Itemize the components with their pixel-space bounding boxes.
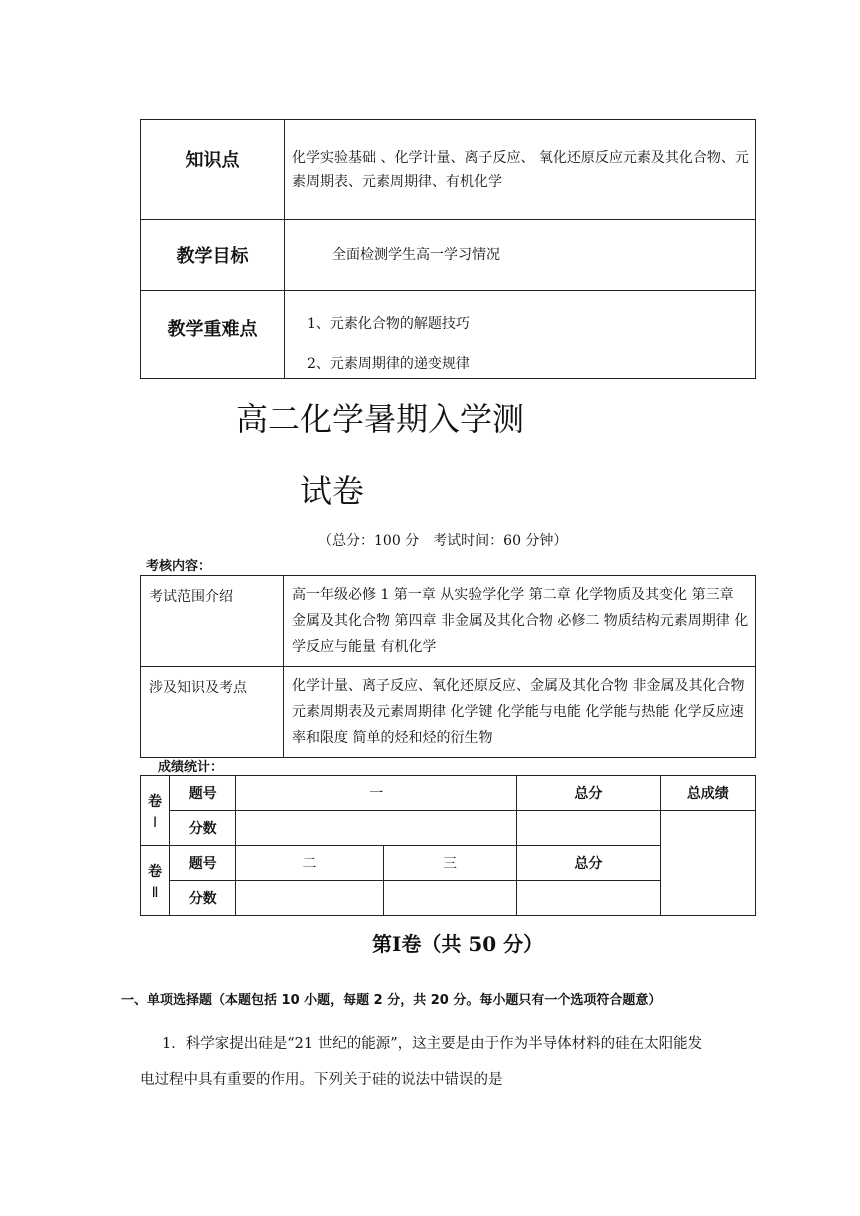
vol2-section-two: 二 <box>236 846 383 881</box>
vol1-score-label: 分数 <box>170 811 236 846</box>
scope-row-knowledge <box>141 667 756 758</box>
vol2-subtotal-label: 总分 <box>517 846 660 881</box>
grand-total-cell[interactable] <box>660 811 755 916</box>
vol2-question-no-label: 题号 <box>170 846 236 881</box>
vol1-label: 卷 Ⅰ <box>141 776 170 846</box>
score-table <box>140 775 756 916</box>
info-label-goal: 教学目标 <box>141 220 285 291</box>
vol1-section-one: 一 <box>236 776 517 811</box>
scope-value-knowledge: 化学计量、离子反应、氧化还原反应、金属及其化合物 非金属及其化合物 元素周期表及元素周期律 化学键 化学能与电能 化学能与热能 化学反应速率和限度 简单的烃和烃的衍生物 <box>284 667 756 758</box>
info-value-knowledge: 化学实验基础 、化学计量、离子反应、 氧化还原反应元素及其化合物、元素周期表、元素周期律、有机化学 <box>285 120 756 220</box>
score-row <box>141 811 756 846</box>
vol1-subtotal-cell[interactable] <box>517 811 660 846</box>
info-row-knowledge <box>141 120 756 220</box>
question-1-line2: 电过程中具有重要的作用。下列关于硅的说法中错误的是 <box>140 1072 503 1088</box>
grand-total-label: 总成绩 <box>660 776 755 811</box>
exam-meta: （总分：100 分 考试时间：60 分钟） <box>318 533 568 549</box>
vol1-subtotal-label: 总分 <box>517 776 660 811</box>
scope-table <box>140 575 756 758</box>
lesson-info-table <box>140 119 756 379</box>
vol2-section-two-score[interactable] <box>236 881 383 916</box>
scope-label-knowledge: 涉及知识及考点 <box>141 667 284 758</box>
vol2-label: 卷 Ⅱ <box>141 846 170 916</box>
section-heading: 一、单项选择题（本题包括 10 小题，每题 2 分，共 20 分。每小题只有一个选项符合题意） <box>121 993 662 1008</box>
exam-title-line1: 高二化学暑期入学测 <box>236 400 525 438</box>
vol2-section-three-score[interactable] <box>383 881 516 916</box>
info-label-knowledge: 知识点 <box>141 120 285 220</box>
info-row-goal <box>141 220 756 291</box>
assessment-heading: 考核内容： <box>146 559 212 574</box>
exam-title-line2: 试卷 <box>300 472 365 510</box>
info-row-difficulty <box>141 291 756 379</box>
info-value-difficulty-2: 2、元素周期律的递变规律 <box>307 356 470 372</box>
scope-label-range: 考试范围介绍 <box>141 576 284 667</box>
info-label-difficulty: 教学重难点 <box>141 291 285 379</box>
vol2-subtotal-cell[interactable] <box>517 881 660 916</box>
scope-row-range <box>141 576 756 667</box>
vol2-section-three: 三 <box>383 846 516 881</box>
score-heading: 成绩统计： <box>158 760 224 775</box>
score-row <box>141 776 756 811</box>
volume-heading: 第Ⅰ卷（共 50 分） <box>372 932 544 956</box>
vol1-score-cell[interactable] <box>236 811 517 846</box>
info-value-difficulty-1: 1、元素化合物的解题技巧 <box>307 316 470 332</box>
scope-value-range: 高一年级必修 1 第一章 从实验学化学 第二章 化学物质及其变化 第三章 金属及其化合物 第四章 非金属及其化合物 必修二 物质结构元素周期律 化学反应与能量 有机化学 <box>284 576 756 667</box>
vol2-score-label: 分数 <box>170 881 236 916</box>
info-value-goal: 全面检测学生高一学习情况 <box>285 220 756 291</box>
question-1-line1: 1．科学家提出硅是“21 世纪的能源”，这主要是由于作为半导体材料的硅在太阳能发 <box>162 1036 703 1052</box>
vol1-question-no-label: 题号 <box>170 776 236 811</box>
